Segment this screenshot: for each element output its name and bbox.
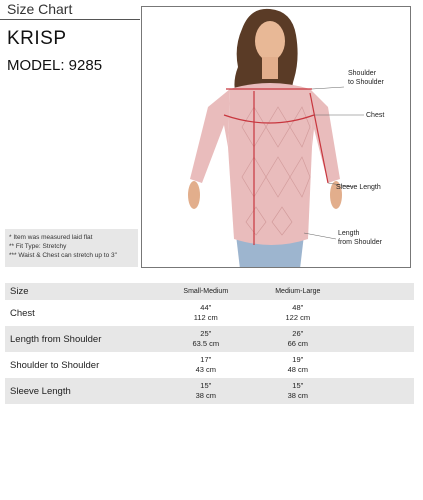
row-label: Chest (10, 307, 35, 319)
note-measured-flat: * Item was measured laid flat (9, 234, 93, 241)
chest-label: Chest (366, 112, 385, 119)
care-notes-box (5, 229, 138, 267)
left-hand (188, 181, 200, 209)
column-header-small-medium: Small-Medium (160, 283, 252, 300)
size-table-header-row (5, 283, 414, 300)
size-header-label: Size (5, 283, 160, 300)
sweater-left-sleeve (190, 89, 230, 183)
table-row-length (5, 326, 414, 352)
row-label: Shoulder to Shoulder (10, 359, 100, 371)
product-photo-frame (141, 6, 411, 268)
value-cell: 26" 66 cm (252, 326, 344, 352)
size-chart-header (0, 0, 138, 18)
neck-shape (262, 57, 278, 79)
value-cell: 19" 48 cm (287, 355, 308, 374)
value-cell: 25" 63.5 cm (160, 326, 252, 352)
title-underline (0, 19, 140, 20)
brand-name: KRISP (7, 28, 67, 49)
product-illustration (142, 7, 411, 268)
value-cell: 15" 38 cm (160, 378, 252, 404)
note-fit-type: ** Fit Type: Stretchy (9, 243, 67, 250)
shoulder-label-1: Shoulder (348, 70, 377, 77)
value-cell: 44" 112 cm (193, 303, 218, 322)
face-shape (255, 21, 285, 61)
size-table (5, 283, 414, 404)
sleeve-length-label: Sleeve Length (336, 184, 381, 191)
value-cell: 48" 122 cm (285, 303, 311, 322)
table-row-sleeve (5, 378, 414, 404)
model-number: MODEL: 9285 (7, 57, 103, 74)
shoulder-label-2: to Shoulder (348, 79, 384, 86)
value-cell: 17" 43 cm (195, 355, 216, 374)
row-label: Sleeve Length (5, 378, 160, 404)
value-cell: 15" 38 cm (252, 378, 344, 404)
table-row-shoulder (5, 352, 414, 378)
note-stretch: *** Waist & Chest can stretch up to 3" (9, 252, 117, 259)
row-label: Length from Shoulder (5, 326, 160, 352)
length-label-2: from Shoulder (338, 239, 382, 246)
page-title: Size Chart (7, 1, 73, 17)
sweater-body (228, 83, 312, 245)
column-header-medium-large: Medium-Large (252, 283, 344, 300)
table-row-chest (5, 300, 414, 326)
length-label-1: Length (338, 230, 360, 237)
